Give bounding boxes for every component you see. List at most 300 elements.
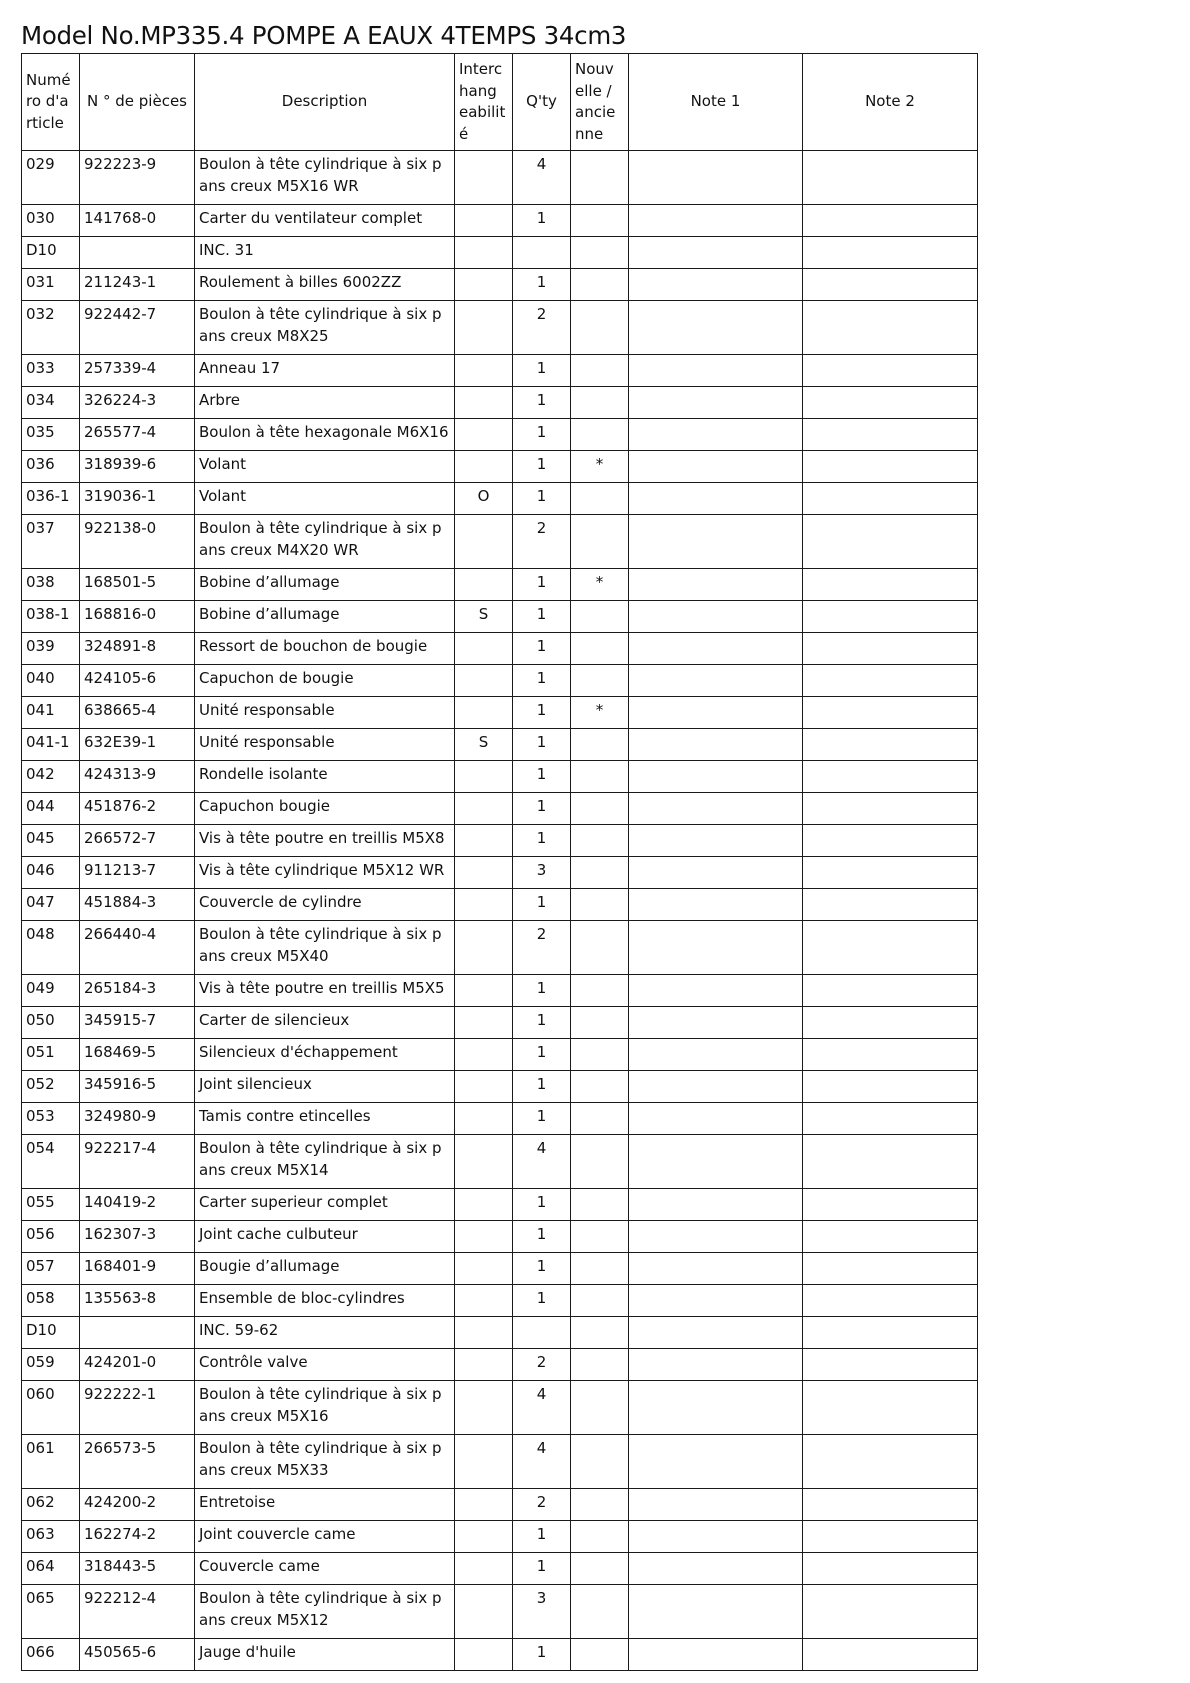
note-2-cell xyxy=(803,1435,978,1489)
article-cell: D10 xyxy=(22,237,80,269)
note-2-cell xyxy=(803,151,978,205)
interchangeability-cell xyxy=(455,1639,513,1671)
interchangeability-cell xyxy=(455,451,513,483)
interchangeability-cell xyxy=(455,1285,513,1317)
description-cell: Silencieux d'échappement xyxy=(195,1039,455,1071)
note-2-cell xyxy=(803,1639,978,1671)
quantity-cell: 1 xyxy=(513,1521,571,1553)
note-2-cell xyxy=(803,269,978,301)
interchangeability-cell xyxy=(455,1585,513,1639)
part-number-cell: 140419-2 xyxy=(80,1189,195,1221)
description-cell: Capuchon bougie xyxy=(195,793,455,825)
note-2-cell xyxy=(803,1135,978,1189)
new-old-cell xyxy=(571,1221,629,1253)
part-number-cell: 424201-0 xyxy=(80,1349,195,1381)
table-row xyxy=(22,269,978,301)
article-cell: 047 xyxy=(22,889,80,921)
article-cell: 056 xyxy=(22,1221,80,1253)
article-cell: 060 xyxy=(22,1381,80,1435)
interchangeability-cell xyxy=(455,1349,513,1381)
note-1-cell xyxy=(629,825,803,857)
interchangeability-cell xyxy=(455,975,513,1007)
header-line: elle / xyxy=(575,81,612,100)
description-cell: Arbre xyxy=(195,387,455,419)
note-2-cell xyxy=(803,857,978,889)
header-line: é xyxy=(459,124,469,143)
part-number-cell xyxy=(80,237,195,269)
description-cell: INC. 59-62 xyxy=(195,1317,455,1349)
note-2-cell xyxy=(803,921,978,975)
table-row xyxy=(22,1639,978,1671)
description-cell: Anneau 17 xyxy=(195,355,455,387)
column-header-new-old xyxy=(571,54,629,151)
note-2-cell xyxy=(803,387,978,419)
table-row xyxy=(22,1381,978,1435)
interchangeability-cell xyxy=(455,419,513,451)
quantity-cell: 1 xyxy=(513,1253,571,1285)
article-cell: 059 xyxy=(22,1349,80,1381)
part-number-cell: 324891-8 xyxy=(80,633,195,665)
part-number-cell: 424200-2 xyxy=(80,1489,195,1521)
description-cell: Ressort de bouchon de bougie xyxy=(195,633,455,665)
interchangeability-cell: S xyxy=(455,601,513,633)
quantity-cell: 3 xyxy=(513,857,571,889)
quantity-cell: 4 xyxy=(513,1381,571,1435)
article-cell: 048 xyxy=(22,921,80,975)
description-cell: Couvercle came xyxy=(195,1553,455,1585)
description-cell: Joint cache culbuteur xyxy=(195,1221,455,1253)
note-1-cell xyxy=(629,857,803,889)
new-old-cell xyxy=(571,1585,629,1639)
table-row xyxy=(22,451,978,483)
description-cell: Vis à tête poutre en treillis M5X8 xyxy=(195,825,455,857)
part-number-cell: 922217-4 xyxy=(80,1135,195,1189)
article-cell: 049 xyxy=(22,975,80,1007)
note-1-cell xyxy=(629,761,803,793)
new-old-cell xyxy=(571,975,629,1007)
note-2-cell xyxy=(803,1253,978,1285)
description-cell: Boulon à tête hexagonale M6X16 xyxy=(195,419,455,451)
description-cell: Carter du ventilateur complet xyxy=(195,205,455,237)
quantity-cell: 1 xyxy=(513,483,571,515)
table-row xyxy=(22,665,978,697)
description-cell: Capuchon de bougie xyxy=(195,665,455,697)
header-line: eabilit xyxy=(459,103,506,121)
note-1-cell xyxy=(629,1007,803,1039)
interchangeability-cell xyxy=(455,569,513,601)
interchangeability-cell xyxy=(455,1435,513,1489)
description-cell: Bougie d’allumage xyxy=(195,1253,455,1285)
header-line: ro d'a xyxy=(26,92,69,111)
quantity-cell: 4 xyxy=(513,151,571,205)
note-2-cell xyxy=(803,1007,978,1039)
table-row xyxy=(22,1521,978,1553)
note-2-cell xyxy=(803,1553,978,1585)
interchangeability-cell xyxy=(455,665,513,697)
table-row xyxy=(22,857,978,889)
quantity-cell xyxy=(513,1317,571,1349)
new-old-cell xyxy=(571,1135,629,1189)
note-2-cell xyxy=(803,1221,978,1253)
quantity-cell: 1 xyxy=(513,889,571,921)
description-cell: Boulon à tête cylindrique à six pans creux M4X20 WR xyxy=(195,515,455,569)
new-old-cell xyxy=(571,1381,629,1435)
new-old-cell xyxy=(571,1489,629,1521)
new-old-cell xyxy=(571,729,629,761)
table-row xyxy=(22,1553,978,1585)
note-1-cell xyxy=(629,1435,803,1489)
interchangeability-cell xyxy=(455,205,513,237)
part-number-cell: 911213-7 xyxy=(80,857,195,889)
part-number-cell: 922138-0 xyxy=(80,515,195,569)
part-number-cell: 266573-5 xyxy=(80,1435,195,1489)
quantity-cell: 1 xyxy=(513,729,571,761)
note-1-cell xyxy=(629,1285,803,1317)
quantity-cell: 1 xyxy=(513,601,571,633)
part-number-cell: 922223-9 xyxy=(80,151,195,205)
interchangeability-cell xyxy=(455,355,513,387)
new-old-cell xyxy=(571,1285,629,1317)
new-old-cell: * xyxy=(571,451,629,483)
interchangeability-cell: O xyxy=(455,483,513,515)
part-number-cell: 324980-9 xyxy=(80,1103,195,1135)
quantity-cell: 1 xyxy=(513,1007,571,1039)
header-line: rticle xyxy=(26,113,64,132)
note-2-cell xyxy=(803,1103,978,1135)
new-old-cell xyxy=(571,205,629,237)
part-number-cell: 257339-4 xyxy=(80,355,195,387)
article-cell: 042 xyxy=(22,761,80,793)
table-row xyxy=(22,1039,978,1071)
table-row xyxy=(22,1071,978,1103)
note-2-cell xyxy=(803,419,978,451)
interchangeability-cell xyxy=(455,269,513,301)
table-row xyxy=(22,921,978,975)
table-row xyxy=(22,825,978,857)
interchangeability-cell xyxy=(455,1253,513,1285)
part-number-cell: 638665-4 xyxy=(80,697,195,729)
header-line: ancie xyxy=(575,103,616,121)
part-number-cell: 168501-5 xyxy=(80,569,195,601)
article-cell: 045 xyxy=(22,825,80,857)
note-1-cell xyxy=(629,269,803,301)
interchangeability-cell xyxy=(455,1189,513,1221)
note-2-cell xyxy=(803,205,978,237)
table-row xyxy=(22,975,978,1007)
table-row xyxy=(22,793,978,825)
article-cell: 052 xyxy=(22,1071,80,1103)
article-cell: 041 xyxy=(22,697,80,729)
parts-table xyxy=(21,53,978,1671)
part-number-cell: 162307-3 xyxy=(80,1221,195,1253)
article-cell: 064 xyxy=(22,1553,80,1585)
article-cell: 037 xyxy=(22,515,80,569)
part-number-cell: 141768-0 xyxy=(80,205,195,237)
note-2-cell xyxy=(803,1381,978,1435)
note-2-cell xyxy=(803,1521,978,1553)
part-number-cell: 424313-9 xyxy=(80,761,195,793)
note-1-cell xyxy=(629,1221,803,1253)
note-1-cell xyxy=(629,387,803,419)
quantity-cell: 4 xyxy=(513,1435,571,1489)
note-2-cell xyxy=(803,1489,978,1521)
interchangeability-cell xyxy=(455,1039,513,1071)
quantity-cell: 1 xyxy=(513,975,571,1007)
new-old-cell xyxy=(571,1039,629,1071)
description-cell: Carter superieur complet xyxy=(195,1189,455,1221)
article-cell: 032 xyxy=(22,301,80,355)
page-title: Model No.MP335.4 POMPE A EAUX 4TEMPS 34cm3 xyxy=(21,21,627,50)
quantity-cell: 1 xyxy=(513,1553,571,1585)
new-old-cell xyxy=(571,1435,629,1489)
table-row xyxy=(22,355,978,387)
interchangeability-cell xyxy=(455,1103,513,1135)
description-cell: Rondelle isolante xyxy=(195,761,455,793)
new-old-cell xyxy=(571,1071,629,1103)
part-number-cell: 135563-8 xyxy=(80,1285,195,1317)
part-number-cell: 922222-1 xyxy=(80,1381,195,1435)
interchangeability-cell xyxy=(455,921,513,975)
new-old-cell xyxy=(571,921,629,975)
table-row xyxy=(22,1189,978,1221)
quantity-cell: 1 xyxy=(513,569,571,601)
article-cell: 040 xyxy=(22,665,80,697)
description-cell: Boulon à tête cylindrique à six pans creux M5X33 xyxy=(195,1435,455,1489)
description-cell: Jauge d'huile xyxy=(195,1639,455,1671)
note-2-cell xyxy=(803,793,978,825)
part-number-cell: 451884-3 xyxy=(80,889,195,921)
interchangeability-cell xyxy=(455,387,513,419)
quantity-cell: 1 xyxy=(513,1639,571,1671)
note-2-cell xyxy=(803,729,978,761)
table-body xyxy=(22,151,978,1671)
table-row xyxy=(22,237,978,269)
part-number-cell: 319036-1 xyxy=(80,483,195,515)
description-cell: Unité responsable xyxy=(195,729,455,761)
article-cell: D10 xyxy=(22,1317,80,1349)
new-old-cell xyxy=(571,825,629,857)
part-number-cell: 345915-7 xyxy=(80,1007,195,1039)
note-2-cell xyxy=(803,515,978,569)
new-old-cell xyxy=(571,387,629,419)
part-number-cell xyxy=(80,1317,195,1349)
note-1-cell xyxy=(629,1039,803,1071)
article-cell: 044 xyxy=(22,793,80,825)
description-cell: Bobine d’allumage xyxy=(195,569,455,601)
article-cell: 065 xyxy=(22,1585,80,1639)
new-old-cell xyxy=(571,269,629,301)
header-line: Nouv xyxy=(575,60,614,78)
part-number-cell: 922442-7 xyxy=(80,301,195,355)
quantity-cell: 1 xyxy=(513,665,571,697)
table-row xyxy=(22,697,978,729)
part-number-cell: 162274-2 xyxy=(80,1521,195,1553)
quantity-cell: 1 xyxy=(513,1221,571,1253)
interchangeability-cell xyxy=(455,1135,513,1189)
description-cell: Boulon à tête cylindrique à six pans creux M5X14 xyxy=(195,1135,455,1189)
table-row xyxy=(22,761,978,793)
note-2-cell xyxy=(803,1071,978,1103)
article-cell: 033 xyxy=(22,355,80,387)
interchangeability-cell xyxy=(455,1007,513,1039)
new-old-cell xyxy=(571,1349,629,1381)
part-number-cell: 922212-4 xyxy=(80,1585,195,1639)
table-header xyxy=(22,54,978,151)
interchangeability-cell xyxy=(455,633,513,665)
column-header-article xyxy=(22,54,80,151)
table-row xyxy=(22,1103,978,1135)
quantity-cell: 1 xyxy=(513,761,571,793)
article-cell: 066 xyxy=(22,1639,80,1671)
article-cell: 031 xyxy=(22,269,80,301)
part-number-cell: 345916-5 xyxy=(80,1071,195,1103)
interchangeability-cell xyxy=(455,697,513,729)
note-2-cell xyxy=(803,633,978,665)
description-cell: Joint silencieux xyxy=(195,1071,455,1103)
new-old-cell xyxy=(571,1639,629,1671)
quantity-cell: 1 xyxy=(513,1189,571,1221)
table-row xyxy=(22,387,978,419)
note-1-cell xyxy=(629,419,803,451)
note-1-cell xyxy=(629,729,803,761)
quantity-cell: 1 xyxy=(513,825,571,857)
quantity-cell: 2 xyxy=(513,1489,571,1521)
description-cell: Unité responsable xyxy=(195,697,455,729)
interchangeability-cell xyxy=(455,151,513,205)
note-1-cell xyxy=(629,1135,803,1189)
quantity-cell: 4 xyxy=(513,1135,571,1189)
table-row xyxy=(22,1253,978,1285)
column-header-quantity: Q'ty xyxy=(513,54,571,151)
note-1-cell xyxy=(629,151,803,205)
quantity-cell: 1 xyxy=(513,451,571,483)
interchangeability-cell xyxy=(455,1381,513,1435)
description-cell: Contrôle valve xyxy=(195,1349,455,1381)
table-row xyxy=(22,1221,978,1253)
note-1-cell xyxy=(629,665,803,697)
quantity-cell: 3 xyxy=(513,1585,571,1639)
description-cell: Boulon à tête cylindrique à six pans creux M5X16 WR xyxy=(195,151,455,205)
note-2-cell xyxy=(803,1349,978,1381)
note-1-cell xyxy=(629,1489,803,1521)
article-cell: 054 xyxy=(22,1135,80,1189)
header-line: Interc xyxy=(459,60,503,78)
note-1-cell xyxy=(629,633,803,665)
quantity-cell: 1 xyxy=(513,355,571,387)
new-old-cell: * xyxy=(571,697,629,729)
table-row xyxy=(22,151,978,205)
article-cell: 046 xyxy=(22,857,80,889)
note-1-cell xyxy=(629,1349,803,1381)
note-2-cell xyxy=(803,483,978,515)
table-row xyxy=(22,1135,978,1189)
new-old-cell xyxy=(571,793,629,825)
note-1-cell xyxy=(629,1317,803,1349)
article-cell: 061 xyxy=(22,1435,80,1489)
new-old-cell xyxy=(571,301,629,355)
note-2-cell xyxy=(803,975,978,1007)
quantity-cell: 1 xyxy=(513,793,571,825)
note-1-cell xyxy=(629,1253,803,1285)
part-number-cell: 168401-9 xyxy=(80,1253,195,1285)
part-number-cell: 266440-4 xyxy=(80,921,195,975)
new-old-cell xyxy=(571,237,629,269)
article-cell: 051 xyxy=(22,1039,80,1071)
table-row xyxy=(22,1285,978,1317)
note-1-cell xyxy=(629,1585,803,1639)
note-1-cell xyxy=(629,601,803,633)
part-number-cell: 211243-1 xyxy=(80,269,195,301)
interchangeability-cell xyxy=(455,237,513,269)
quantity-cell: 1 xyxy=(513,269,571,301)
new-old-cell xyxy=(571,1007,629,1039)
description-cell: Boulon à tête cylindrique à six pans creux M5X16 xyxy=(195,1381,455,1435)
note-1-cell xyxy=(629,889,803,921)
note-1-cell xyxy=(629,1521,803,1553)
quantity-cell xyxy=(513,237,571,269)
new-old-cell xyxy=(571,857,629,889)
table-row xyxy=(22,633,978,665)
part-number-cell: 168469-5 xyxy=(80,1039,195,1071)
article-cell: 058 xyxy=(22,1285,80,1317)
article-cell: 057 xyxy=(22,1253,80,1285)
new-old-cell xyxy=(571,1189,629,1221)
note-1-cell xyxy=(629,793,803,825)
note-1-cell xyxy=(629,451,803,483)
part-number-cell: 450565-6 xyxy=(80,1639,195,1671)
description-cell: Tamis contre etincelles xyxy=(195,1103,455,1135)
new-old-cell xyxy=(571,419,629,451)
table-row xyxy=(22,483,978,515)
note-2-cell xyxy=(803,1039,978,1071)
part-number-cell: 318443-5 xyxy=(80,1553,195,1585)
new-old-cell xyxy=(571,151,629,205)
table-row xyxy=(22,301,978,355)
note-2-cell xyxy=(803,697,978,729)
quantity-cell: 1 xyxy=(513,633,571,665)
article-cell: 062 xyxy=(22,1489,80,1521)
column-header-part-number: N ° de pièces xyxy=(80,54,195,151)
table-row xyxy=(22,729,978,761)
table-row xyxy=(22,1435,978,1489)
note-2-cell xyxy=(803,889,978,921)
new-old-cell xyxy=(571,1317,629,1349)
description-cell: INC. 31 xyxy=(195,237,455,269)
new-old-cell xyxy=(571,889,629,921)
interchangeability-cell xyxy=(455,301,513,355)
description-cell: Boulon à tête cylindrique à six pans creux M8X25 xyxy=(195,301,455,355)
part-number-cell: 318939-6 xyxy=(80,451,195,483)
quantity-cell: 2 xyxy=(513,515,571,569)
table-row xyxy=(22,419,978,451)
description-cell: Volant xyxy=(195,451,455,483)
part-number-cell: 326224-3 xyxy=(80,387,195,419)
article-cell: 055 xyxy=(22,1189,80,1221)
note-1-cell xyxy=(629,355,803,387)
quantity-cell: 2 xyxy=(513,301,571,355)
interchangeability-cell xyxy=(455,857,513,889)
table-row xyxy=(22,569,978,601)
new-old-cell xyxy=(571,1103,629,1135)
interchangeability-cell xyxy=(455,761,513,793)
note-1-cell xyxy=(629,1553,803,1585)
note-2-cell xyxy=(803,1317,978,1349)
note-2-cell xyxy=(803,237,978,269)
article-cell: 038 xyxy=(22,569,80,601)
quantity-cell: 1 xyxy=(513,1103,571,1135)
note-1-cell xyxy=(629,483,803,515)
note-1-cell xyxy=(629,237,803,269)
